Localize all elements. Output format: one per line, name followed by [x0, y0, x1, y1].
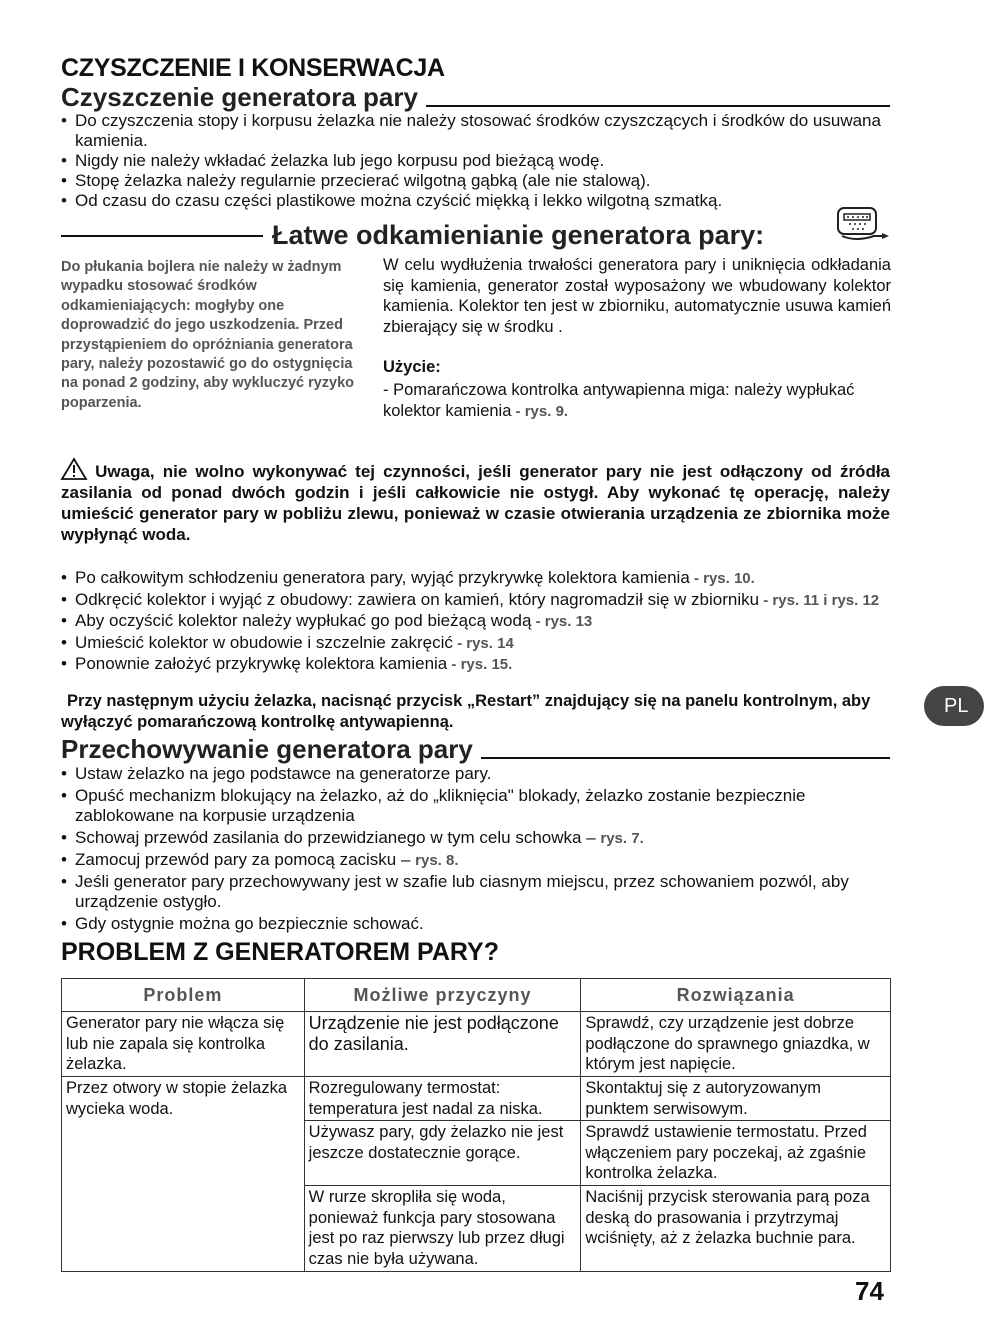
- troubleshooting-table: [61, 978, 891, 1272]
- cause-cell: Urządzenie nie jest podłączone do zasilania.: [304, 1012, 581, 1077]
- problems-heading: PROBLEM Z GENERATOREM PARY?: [61, 938, 499, 966]
- side-note: Do płukania bojlera nie należy w żadnym wypadku stosować środków odkamieniających: mogłyby one doprowadzić do jego uszkodzenia. Przed przystąpieniem do opróżniania generatora pary, należy pozostawić go do ostygnięcia na ponad 2 godziny, aby wykluczyć ryzyko poparzenia.: [61, 259, 355, 411]
- list-item: [61, 611, 891, 633]
- heading-rule: [426, 105, 890, 107]
- figure-ref: - rys. 14: [452, 634, 514, 652]
- list-item: [61, 850, 891, 872]
- cleaning-list: [61, 111, 891, 211]
- cause-cell: W rurze skropliła się woda, ponieważ funkcja pary stosowana jest po raz pierwszy lub przez długi czas nie była używana.: [304, 1186, 581, 1272]
- column-header: Rozwiązania: [581, 979, 891, 1012]
- item-text: Ustaw żelazko na jego podstawce na generatorze pary.: [75, 764, 492, 783]
- usage-text: [383, 380, 891, 422]
- figure-ref: - rys. 9.: [511, 402, 569, 420]
- list-item: [61, 764, 891, 786]
- list-item: [61, 633, 891, 655]
- item-text: Zamocuj przewód pary za pomocą zacisku –: [75, 849, 416, 869]
- usage-text-body: - Pomarańczowa kontrolka antywapienna miga: należy wypłukać kolektor kamienia: [383, 381, 855, 420]
- column-header: Problem: [62, 979, 305, 1012]
- page-number: 74: [855, 1276, 884, 1306]
- item-text: Jeśli generator pary przechowywany jest w szafie lub ciasnym miejscu, przez schowaniem pozwól, aby urządzenie ostygło.: [75, 871, 849, 912]
- list-item: [61, 872, 891, 914]
- solution-cell: Skontaktuj się z autoryzowanym punktem serwisowym.: [581, 1077, 891, 1121]
- page-title: CZYSZCZENIE I KONSERWACJA: [61, 54, 445, 82]
- item-text: Gdy ostygnie można go bezpiecznie schować.: [75, 913, 424, 933]
- list-item: [61, 568, 891, 590]
- list-item: [61, 786, 891, 828]
- figure-ref: - rys. 15.: [447, 656, 513, 673]
- list-item: [61, 914, 891, 936]
- storage-heading: [61, 734, 890, 765]
- solution-cell: Naciśnij przycisk sterowania parą poza deską do prasowania i przytrzymaj wciśnięty, aż z żelazka buchnie para.: [581, 1186, 891, 1272]
- storage-list: [61, 764, 891, 936]
- solution-cell: Sprawdź ustawienie termostatu. Przed włączeniem pary poczekaj, aż zgaśnie kontrolka żelazka.: [581, 1121, 891, 1186]
- cause-cell: Używasz pary, gdy żelazko nie jest jeszcze dostatecznie gorące.: [304, 1121, 581, 1186]
- step-text: Aby oczyścić kolektor należy wypłukać go pod bieżącą wodą: [75, 611, 532, 630]
- list-item: [61, 654, 891, 676]
- usage-label: Użycie:: [383, 358, 441, 376]
- warning-text: Uwaga, nie wolno wykonywać tej czynności, jeśli generator pary nie jest odłączony od źródła zasilania od ponad dwóch godzin i jeśli całkowicie nie ostygł. Aby wykonać tę operację, należy umieścić generator pary w pobliżu zlewu, ponieważ w czasie otwierania urządzenia ze zbiornika może wypłynąć woda.: [61, 462, 890, 544]
- step-text: Odkręcić kolektor i wyjąć z obudowy: zawiera on kamień, który nagromadził się w zbiorniku: [75, 589, 760, 609]
- figure-ref: - rys. 10.: [689, 570, 755, 587]
- list-item: [61, 828, 891, 850]
- list-item: [61, 590, 891, 612]
- descaling-intro: W celu wydłużenia trwałości generatora pary i uniknięcia odkładania się kamienia, generator został wyposażony we wbudowany kolektor kamienia. Kolektor ten jest w zbiorniku, automatycznie usuwa kamień zbierający się w środku .: [383, 256, 891, 336]
- item-text: Opuść mechanizm blokujący na żelazko, aż do „kliknięcia" blokady, żelazko zostanie bezpiecznie zablokowane na korpusie urządzenia: [75, 785, 806, 826]
- figure-ref: rys. 7.: [600, 830, 644, 848]
- list-item: • Do czyszczenia stopy i korpusu żelazka nie należy stosować środków czyszczących i środków do usuwana kamienia.: [61, 111, 891, 151]
- table-header-row: [62, 979, 891, 1012]
- list-item: • Stopę żelazka należy regularnie przecierać wilgotną gąbką (ale nie stalową).: [61, 171, 891, 191]
- cleaning-heading: [61, 82, 890, 113]
- descaling-heading: Łatwe odkamienianie generatora pary:: [272, 220, 765, 250]
- problem-cell: Generator pary nie włącza się lub nie zapala się kontrolka żelazka.: [62, 1012, 305, 1077]
- list-item: • Nigdy nie należy wkładać żelazka lub jego korpusu pod bieżącą wodę.: [61, 151, 891, 171]
- cleaning-heading-text: Czyszczenie generatora pary: [61, 82, 418, 112]
- restart-note: Przy następnym użyciu żelazka, nacisnąć przycisk „Restart” znajdujący się na panelu kontrolnym, aby wyłączyć pomarańczową kontrolkę antywapienną.: [61, 692, 871, 731]
- step-text: Umieścić kolektor w obudowie i szczelnie zakręcić: [75, 632, 453, 652]
- warning-block: [61, 458, 890, 545]
- figure-ref: - rys. 11 i rys. 12: [759, 591, 880, 609]
- step-text: Po całkowitym schłodzeniu generatora pary, wyjąć przykrywkę kolektora kamienia: [75, 568, 690, 587]
- problem-cell: Przez otwory w stopie żelazka wycieka woda.: [62, 1077, 305, 1272]
- descaling-icon: [836, 206, 892, 249]
- descaling-rule-left: [61, 235, 263, 237]
- warning-icon: [61, 458, 87, 480]
- figure-ref: - rys. 13: [531, 613, 593, 630]
- step-text: Ponownie założyć przykrywkę kolektora kamienia: [75, 654, 448, 673]
- table-row: [62, 1012, 891, 1077]
- heading-rule: [481, 757, 890, 759]
- item-text: Schowaj przewód zasilania do przewidzianego w tym celu schowka –: [75, 828, 601, 848]
- figure-ref: rys. 8.: [415, 851, 459, 869]
- storage-heading-text: Przechowywanie generatora pary: [61, 734, 473, 764]
- solution-cell: Sprawdź, czy urządzenie jest dobrze podłączone do sprawnego gniazdka, w którym jest napięcie.: [581, 1012, 891, 1077]
- language-tab: PL: [924, 686, 984, 726]
- column-header: Możliwe przyczyny: [304, 979, 581, 1012]
- descaling-steps: [61, 568, 891, 676]
- cause-cell: Rozregulowany termostat: temperatura jest nadal za niska.: [304, 1077, 581, 1121]
- list-item: • Od czasu do czasu części plastikowe można czyścić miękką i lekko wilgotną szmatką.: [61, 191, 891, 211]
- table-row: [62, 1077, 891, 1121]
